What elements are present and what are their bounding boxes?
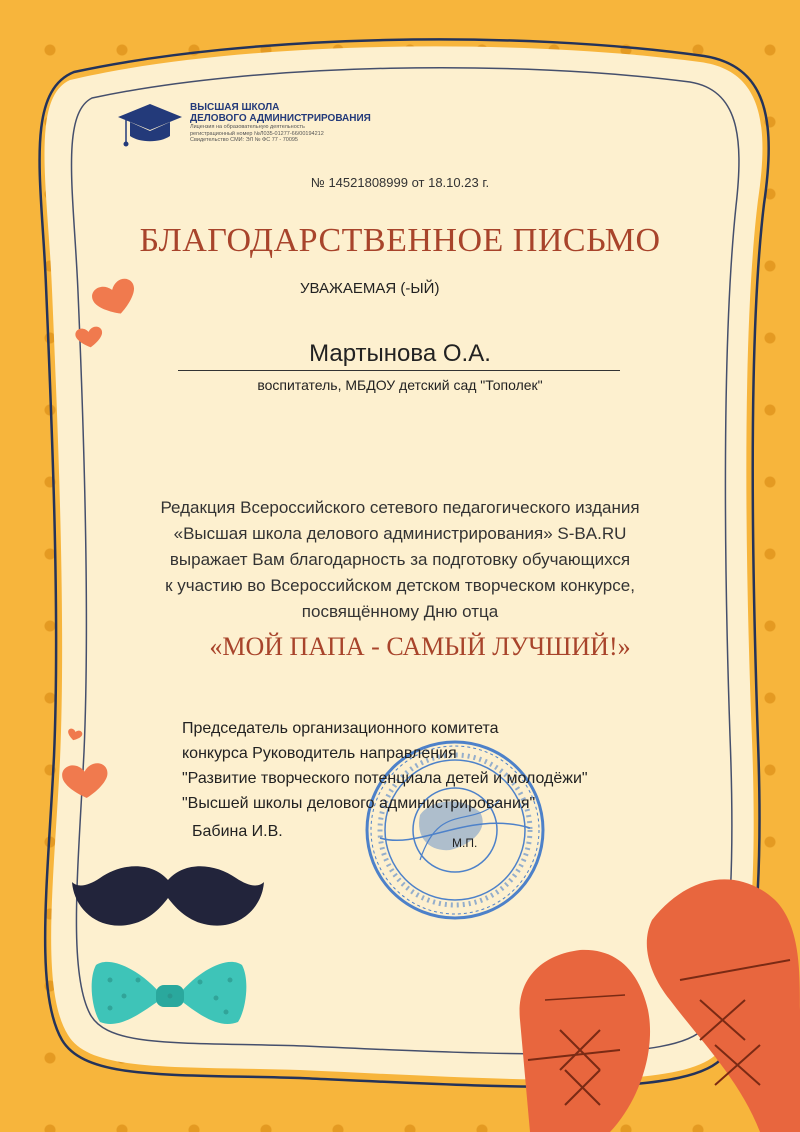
body-line: выражает Вам благодарность за подготовку обучающихся — [169, 550, 631, 569]
signature-line: конкурса Руководитель направления — [182, 745, 457, 762]
body-line: «Высшая школа делового администрирования» S-BA.RU — [173, 524, 627, 543]
body-line: посвящённому Дню отца — [301, 602, 499, 621]
signature-line: "Высшей школы делового администрирования" — [182, 795, 536, 812]
document-title: БЛАГОДАРСТВЕННОЕ ПИСЬМО — [139, 222, 661, 259]
document-number: № 14521808999 от 18.10.23 г. — [310, 175, 490, 190]
contest-name: «МОЙ ПАПА - САМЫЙ ЛУЧШИЙ!» — [209, 632, 631, 661]
logo-name-line: ДЕЛОВОГО АДМИНИСТРИРОВАНИЯ — [190, 113, 371, 124]
license-text: регистрационный номер №Л035-01277-66/00194212 — [190, 130, 324, 137]
recipient-name: Мартынова О.А. — [309, 340, 491, 367]
logo-name-line: ВЫСШАЯ ШКОЛА — [190, 102, 280, 113]
letter-body — [80, 495, 720, 625]
name-underline — [178, 370, 620, 371]
greeting: УВАЖАЕМАЯ (-ЫЙ) — [300, 280, 440, 297]
license-text: Свидетельство СМИ: ЭЛ № ФС 77 - 70095 — [190, 137, 298, 143]
signature-block — [182, 716, 588, 816]
stamp-mark: М.П. — [452, 836, 478, 850]
organization-logo — [190, 102, 371, 144]
signature-line: "Развитие творческого потенциала детей и молодёжи" — [182, 770, 588, 787]
body-line: к участию во Всероссийском детском творческом конкурсе, — [165, 576, 635, 595]
license-text: Лицензия на образовательную деятельность — [190, 124, 305, 130]
signer-name: Бабина И.В. — [192, 823, 283, 840]
body-line: Редакция Всероссийского сетевого педагогического издания — [160, 498, 640, 517]
signature-line: Председатель организационного комитета — [182, 720, 499, 737]
recipient-position: воспитатель, МБДОУ детский сад "Тополек" — [257, 377, 543, 393]
